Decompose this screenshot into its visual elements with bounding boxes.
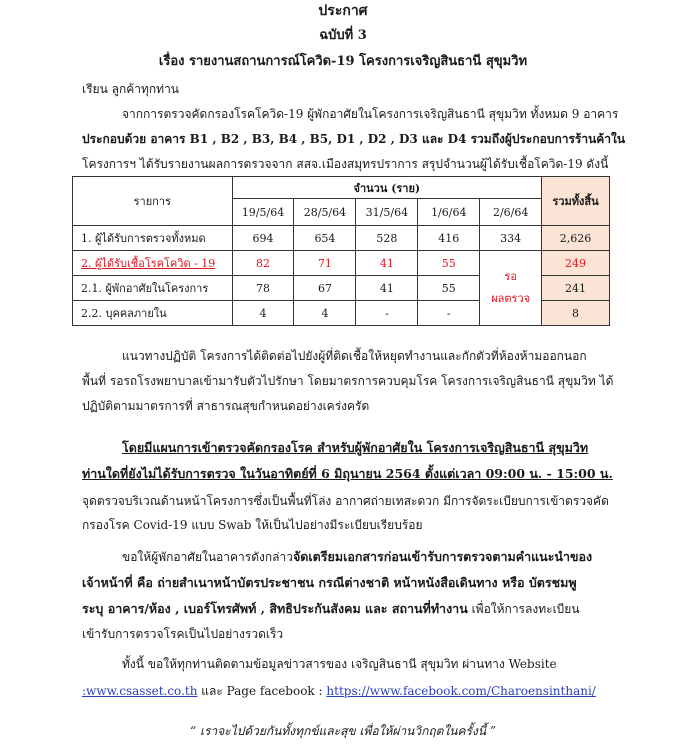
para3-line-3-main: ระบุ อาคาร/ห้อง , เบอร์โทรศัพท์ , สิทธิประกันสังคม และ สถานที่ทำงาน [82, 601, 468, 616]
total-cell: 2,626 [542, 226, 610, 251]
para3-line-3-tail: เพื่อให้การลงทะเบียน [467, 602, 580, 616]
salutation: เรียน ลูกค้าทุกท่าน [82, 82, 180, 96]
value-cell: 55 [418, 251, 480, 276]
date-cell: 2/6/64 [480, 199, 542, 226]
value-cell: 71 [294, 251, 356, 276]
para1-line-1: แนวทางปฏิบัติ โครงการได้ติดต่อไปยังผู้ที่ติดเชื้อให้หยุดทำงานและกักตัวที่ห้องห้ามออกนอก [122, 349, 587, 363]
date-cell: 1/6/64 [418, 199, 480, 226]
website-link[interactable]: :www.csasset.co.th [82, 684, 198, 698]
row-label: 1. ผู้ได้รับการตรวจทั้งหมด [73, 226, 233, 251]
value-cell: 67 [294, 276, 356, 301]
value-cell: 654 [294, 226, 356, 251]
para3-line-1-b: จัดเตรียมเอกสารก่อนเข้ารับการตรวจตามคำแนะนำของ [292, 549, 593, 564]
intro-line-3: โครงการฯ ได้รับรายงานผลการตรวจจาก สสจ.เมืองสมุทรปราการ สรุปจำนวนผู้ได้รับเชื้อโควิด-19 ดังนี้ [82, 157, 609, 171]
para3-line-1-a: ขอให้ผู้พักอาศัยในอาคารดังกล่าว [122, 550, 293, 564]
value-cell: 41 [356, 251, 418, 276]
para2-line-4: กรองโรค Covid-19 แบบ Swab ให้เป็นไปอย่างมีระเบียบเรียบร้อย [82, 518, 423, 532]
row-label: 2. ผู้ได้รับเชื้อโรคโควิด - 19 [73, 251, 233, 276]
para3-line-3 [82, 599, 580, 619]
value-cell: 78 [232, 276, 294, 301]
value-cell: 416 [418, 226, 480, 251]
pending-results-cell: รอ ผลตรวจ [480, 251, 542, 326]
closing-quote: “ เราจะไปด้วยกันทั้งทุกข์และสุข เพื่อให้ผ่านวิกฤตในครั้งนี้ ” [190, 724, 496, 738]
total-cell: 241 [542, 276, 610, 301]
para1-line-2: พื้นที่ รอรถโรงพยาบาลเข้ามารับตัวไปรักษา โดยมาตรการควบคุมโรค โครงการเจริญสินธานี สุขุมวิท ได้ [82, 374, 614, 388]
issue-number: ฉบับที่ 3 [319, 28, 367, 43]
and-facebook-label: และ Page facebook : [197, 684, 327, 698]
table-row-infected [73, 251, 610, 276]
value-cell: 55 [418, 276, 480, 301]
para4-line-1: ทั้งนี้ ขอให้ทุกท่านติดตามข้อมูลข่าวสารของ เจริญสินธานี สุขุมวิท ผ่านทาง Website [122, 657, 557, 671]
para4-line-2 [82, 682, 596, 701]
header-total: รวมทั้งสิ้น [542, 177, 610, 226]
covid-cases-table [72, 176, 610, 326]
value-cell: 4 [294, 301, 356, 326]
facebook-link[interactable]: https://www.facebook.com/Charoensinthani/ [326, 684, 596, 698]
value-cell: 41 [356, 276, 418, 301]
value-cell: - [418, 301, 480, 326]
table-row [73, 226, 610, 251]
para3-line-2: เจ้าหน้าที่ คือ ถ่ายสำเนาหน้าบัตรประชาชน กรณีต่างชาติ หน้าหนังสือเดินทาง หรือ บัตรชมพู [82, 575, 577, 590]
para1-line-3: ปฏิบัติตามมาตรการที่ สาธารณสุขกำหนดอย่างเคร่งครัด [82, 399, 370, 413]
total-cell: 8 [542, 301, 610, 326]
date-cell: 19/5/64 [232, 199, 294, 226]
total-cell: 249 [542, 251, 610, 276]
intro-line-2: ประกอบด้วย อาคาร B1 , B2 , B3, B4 , B5, D1 , D2 , D3 และ D4 รวมถึงผู้ประกอบการร้านค้าใน [82, 132, 626, 146]
row-label: 2.1. ผู้พักอาศัยในโครงการ [73, 276, 233, 301]
intro-line-1: จากการตรวจคัดกรองโรคโควิด-19 ผู้พักอาศัยในโครงการเจริญสินธานี สุขุมวิท ทั้งหมด 9 อาคาร [122, 107, 619, 121]
para3-line-1 [122, 547, 592, 567]
para3-line-4: เข้ารับการตรวจโรคเป็นไปอย่างรวดเร็ว [82, 627, 284, 641]
para2-line-3: จุดตรวจบริเวณด้านหน้าโครงการซึ่งเป็นพื้นที่โล่ง อากาศถ่ายเทสะดวก มีการจัดระเบียบการเข้าตรวจคัด [82, 494, 609, 508]
value-cell: - [356, 301, 418, 326]
value-cell: 4 [232, 301, 294, 326]
value-cell: 334 [480, 226, 542, 251]
header-count: จำนวน (ราย) [232, 177, 542, 199]
para2-line-2: ท่านใดที่ยังไม่ได้รับการตรวจ ในวันอาทิตย์ที่ 6 มิถุนายน 2564 ตั้งแต่เวลา 09:00 น. - 15:00 น. [82, 466, 613, 481]
date-cell: 31/5/64 [356, 199, 418, 226]
announcement-title: ประกาศ [318, 3, 368, 19]
value-cell: 82 [232, 251, 294, 276]
value-cell: 694 [232, 226, 294, 251]
header-item: รายการ [73, 177, 233, 226]
row-label: 2.2. บุคคลภายใน [73, 301, 233, 326]
value-cell: 528 [356, 226, 418, 251]
subject-line: เรื่อง รายงานสถานการณ์โควิด-19 โครงการเจริญสินธานี สุขุมวิท [158, 54, 528, 69]
para2-line-1: โดยมีแผนการเข้าตรวจคัดกรองโรค สำหรับผู้พักอาศัยใน โครงการเจริญสินธานี สุขุมวิท [122, 440, 589, 455]
date-cell: 28/5/64 [294, 199, 356, 226]
